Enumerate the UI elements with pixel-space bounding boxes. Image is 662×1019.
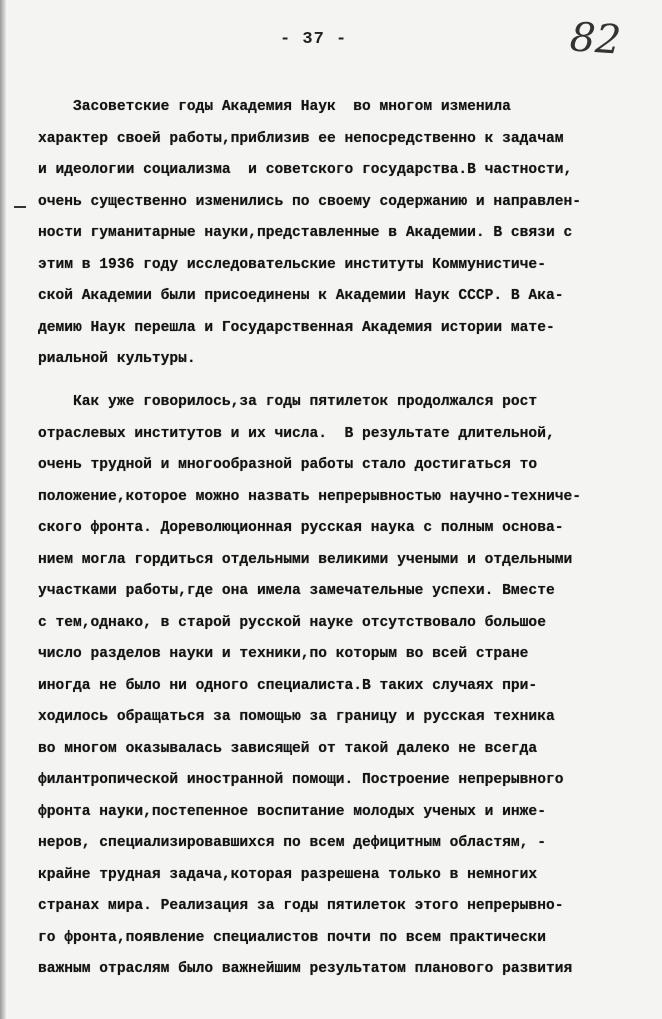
text-line: неров, специализировавшихся по всем дефицитным областям, -: [38, 835, 546, 851]
text-line: характер своей работы,приблизив ее непосредственно к задачам: [38, 130, 564, 147]
text-line: филантропической иностранной помощи. Построение непрерывного: [38, 772, 564, 788]
text-line: во многом оказывалась зависящей от такой далеко не всегда: [38, 740, 538, 757]
text-line: с тем,однако, в старой русской науке отсутствовало большое: [38, 614, 546, 631]
text-line: и идеологии социализма и советского государства.В частности,: [38, 162, 573, 178]
text-line: число разделов науки и техники,по которым во всей стране: [38, 646, 529, 662]
paragraph-2: [38, 387, 650, 986]
text-line: демию Наук перешла и Государственная Академия истории мате-: [38, 319, 555, 336]
page-number: - 37 -: [280, 30, 348, 49]
text-line: очень существенно изменились по своему содержанию и направлен-: [38, 193, 581, 210]
text-line: ского фронта. Дореволюционная русская наука с полным основа-: [38, 520, 564, 536]
text-line: ходилось обращаться за помощью за границу и русская техника: [38, 709, 555, 725]
text-line: отраслевых институтов и их числа. В результате длительной,: [38, 425, 555, 442]
text-line: участками работы,где она имела замечательные успехи. Вместе: [38, 583, 555, 599]
text-line: ской Академии были присоединены к Академии Наук СССР. В Ака-: [38, 288, 564, 304]
text-line: Засоветские годы Академия Наук во многом изменила: [38, 99, 511, 115]
text-line: фронта науки,постепенное воспитание молодых ученых и инже-: [38, 803, 546, 820]
scan-edge-shadow: [0, 0, 6, 1019]
text-line: го фронта,появление специалистов почти по всем практически: [38, 929, 546, 946]
text-line: иногда не было ни одного специалиста.В таких случаях при-: [38, 677, 538, 694]
text-line: очень трудной и многообразной работы стало достигаться то: [38, 457, 538, 473]
margin-dash-mark: [14, 206, 26, 208]
text-line: крайне трудная задача,которая разрешена только в немногих: [38, 866, 538, 883]
paragraph-1: [38, 92, 650, 376]
text-line: ности гуманитарные науки,представленные в Академии. В связи с: [38, 225, 573, 241]
text-line: Как уже говорилось,за годы пятилеток продолжался рост: [38, 394, 538, 410]
text-line: нием могла гордиться отдельными великими учеными и отдельными: [38, 551, 573, 568]
handwritten-archive-number: 82: [568, 14, 623, 64]
text-line: риальной культуры.: [38, 351, 196, 367]
text-line: странах мира. Реализация за годы пятилеток этого непрерывно-: [38, 898, 564, 914]
text-line: важным отраслям было важнейшим результатом планового развития: [38, 961, 573, 977]
text-line: этим в 1936 году исследовательские институты Коммунистиче-: [38, 256, 546, 273]
text-line: положение,которое можно назвать непрерывностью научно-техниче-: [38, 488, 581, 505]
